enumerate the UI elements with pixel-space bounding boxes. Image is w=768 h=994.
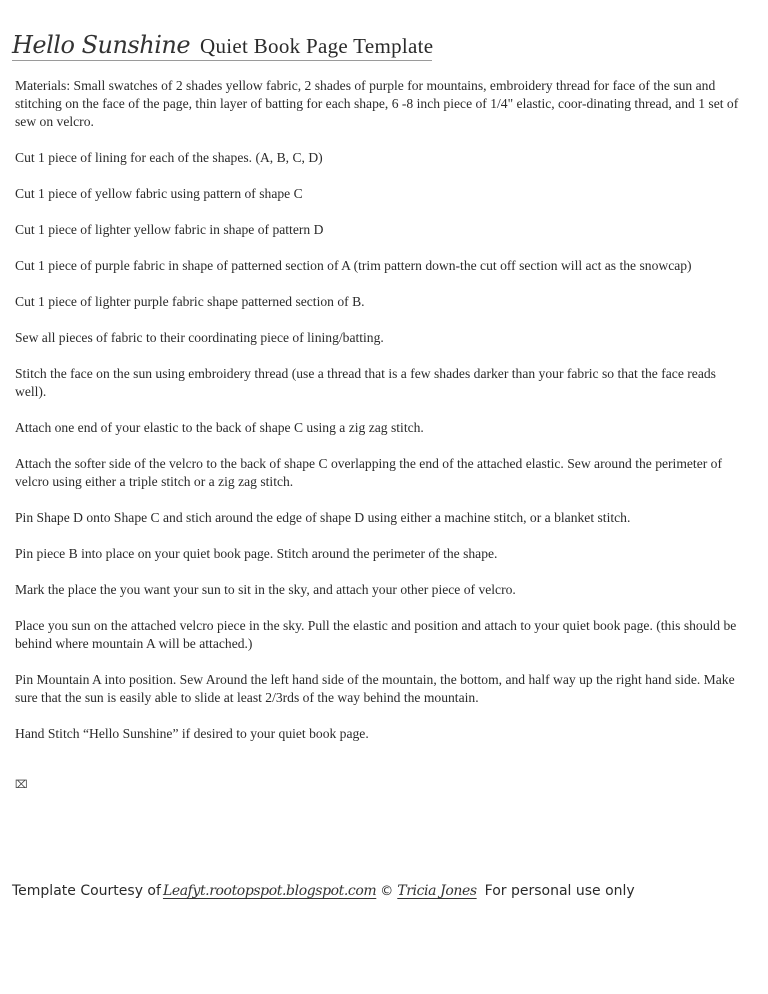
paragraph-step: Mark the place the you want your sun to sit in the sky, and attach your other piece of velcro.: [15, 582, 516, 597]
paragraph-step: Pin Mountain A into position. Sew Around the left hand side of the mountain, the bottom, and half way up the right hand side. Make sure that the sun is easily able to slide at least 2/3rds of the way behind the mountain.: [15, 672, 735, 705]
paragraph-step: Sew all pieces of fabric to their coordinating piece of lining/batting.: [15, 330, 384, 345]
paragraph-step: Attach the softer side of the velcro to the back of shape C overlapping the end of the attached elastic. Sew around the perimeter of velcro using either a triple stitch or a zig zag stitch.: [15, 456, 722, 489]
paragraph-step: Place you sun on the attached velcro piece in the sky. Pull the elastic and position and attach to your quiet book page. (this should be behind where mountain A will be attached.): [15, 618, 737, 651]
paragraph-step: Stitch the face on the sun using embroidery thread (use a thread that is a few shades darker than your fabric so that the face reads well).: [15, 366, 716, 399]
instructions-body: [15, 77, 740, 761]
paragraph-step: Cut 1 piece of lighter yellow fabric in shape of pattern D: [15, 222, 324, 237]
copyright-symbol: ©: [380, 883, 394, 899]
footer-suffix: For personal use only: [484, 883, 635, 899]
footer-prefix: Template Courtesy of: [12, 883, 161, 899]
paragraph-step: Attach one end of your elastic to the back of shape C using a zig zag stitch.: [15, 420, 424, 435]
footer-credit: [12, 878, 752, 904]
page-title: Quiet Book Page Template: [200, 34, 434, 58]
footer-site-link[interactable]: Leafyt.rootopspot.blogspot.com: [162, 883, 377, 899]
paragraph-materials: Materials: Small swatches of 2 shades yellow fabric, 2 shades of purple for mountains, embroidery thread for face of the sun and stitching on the face of the page, thin layer of batting for each shape, 6 -8 inch piece of 1/4" elastic, coor-dinating thread, and 1 set of sew on velcro.: [15, 78, 739, 129]
paragraph-step: Hand Stitch “Hello Sunshine” if desired to your quiet book page.: [15, 726, 369, 741]
script-title: Hello Sunshine: [12, 31, 191, 59]
paragraph-step: Pin Shape D onto Shape C and stich around the edge of shape D using either a machine stitch, or a blanket stitch.: [15, 510, 631, 525]
paragraph-step: Cut 1 piece of lighter purple fabric shape patterned section of B.: [15, 294, 365, 309]
footer-author: Tricia Jones: [397, 883, 477, 899]
paragraph-step: Pin piece B into place on your quiet book page. Stitch around the perimeter of the shape.: [15, 546, 498, 561]
paragraph-step: Cut 1 piece of yellow fabric using pattern of shape C: [15, 186, 303, 201]
paragraph-step: Cut 1 piece of lining for each of the shapes. (A, B, C, D): [15, 150, 323, 165]
title-row: [12, 26, 432, 61]
paragraph-step: Cut 1 piece of purple fabric in shape of patterned section of A (trim pattern down-the cut off section will act as the snowcap): [15, 258, 692, 273]
missing-glyph-icon: ⌧: [15, 778, 28, 791]
